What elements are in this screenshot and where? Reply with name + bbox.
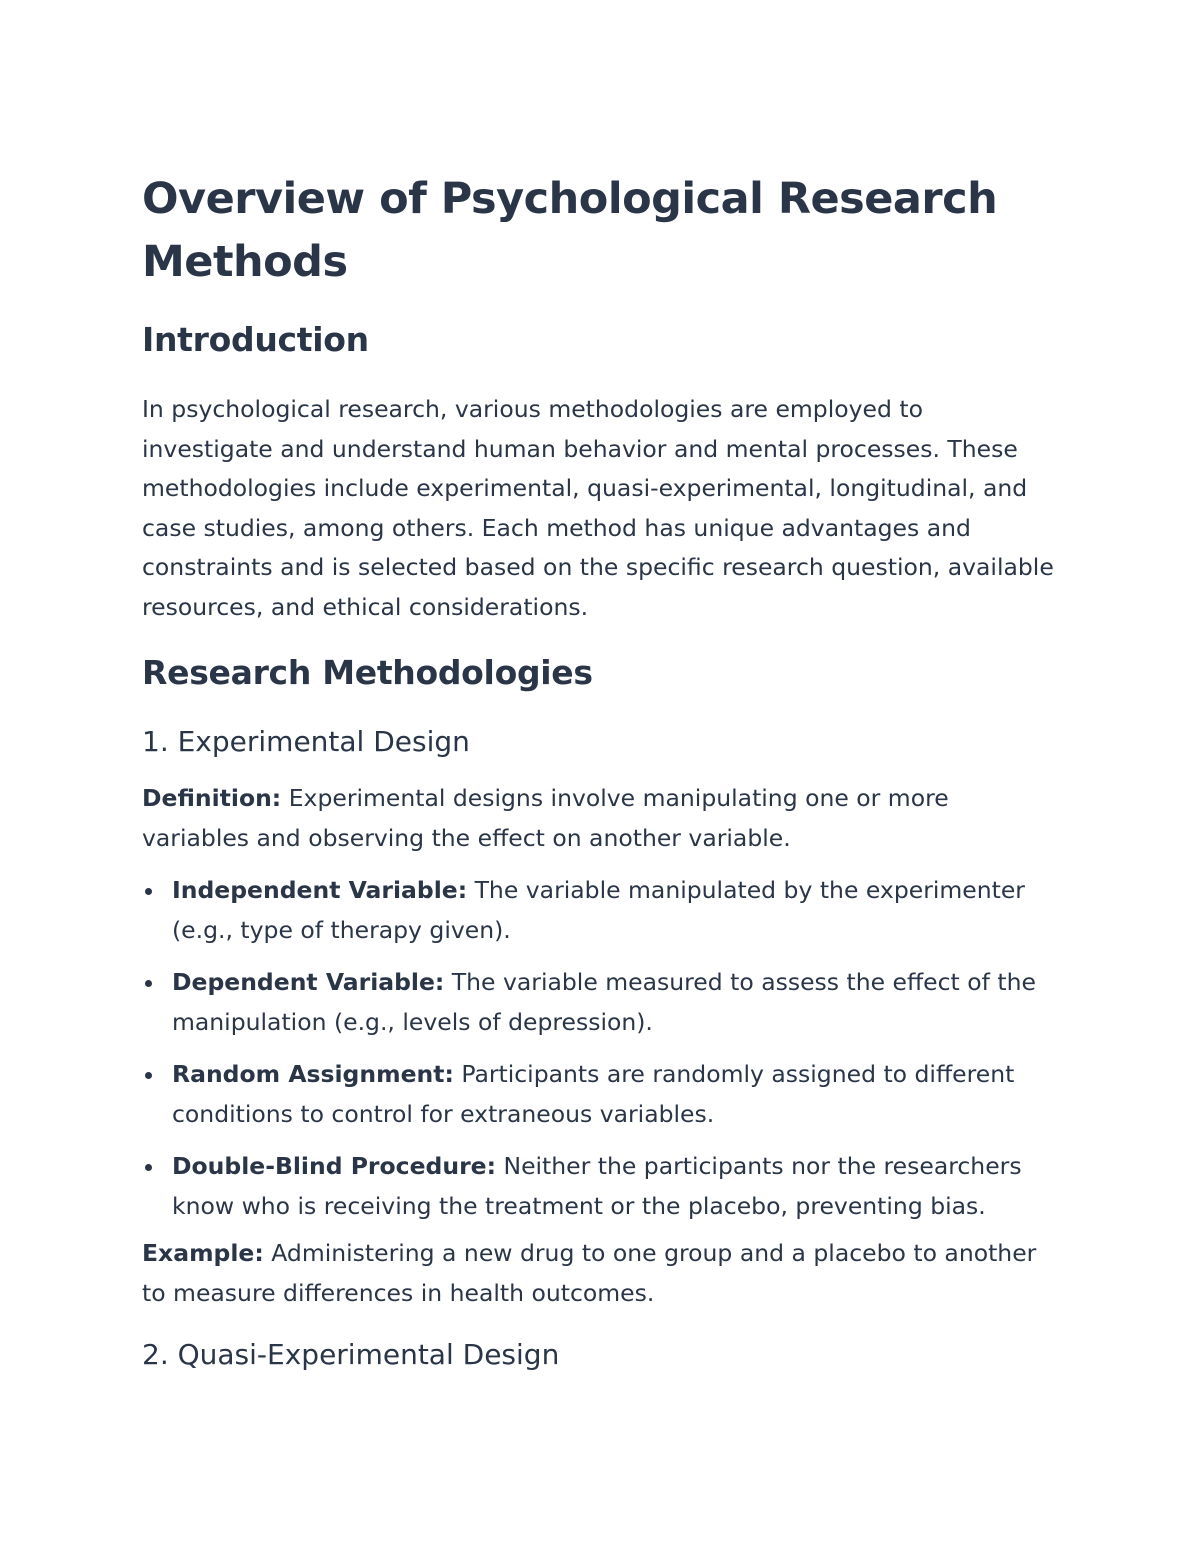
introduction-heading: Introduction — [142, 320, 369, 359]
list-item-text: The variable manipulated by the experimenter (e.g., type of therapy given). — [172, 876, 1025, 944]
list-item-term: Random Assignment: — [172, 1060, 454, 1088]
bullet-icon — [145, 980, 152, 987]
list-item — [142, 963, 1060, 1042]
list-item — [142, 1147, 1060, 1226]
definition-text: Experimental designs involve manipulating one or more variables and observing the effect on another variable. — [142, 784, 949, 852]
document-title: Overview of Psychological Research Methods — [142, 174, 998, 287]
example-text: Administering a new drug to one group and a placebo to another to measure differences in health outcomes. — [142, 1239, 1037, 1307]
list-item-text: Neither the participants nor the researchers know who is receiving the treatment or the placebo, preventing bias. — [172, 1152, 1022, 1220]
bullet-icon — [145, 888, 152, 895]
research-methodologies-heading: Research Methodologies — [142, 653, 593, 692]
bullet-icon — [145, 1072, 152, 1079]
example-paragraph — [142, 1234, 1060, 1313]
list-item-term: Dependent Variable: — [172, 968, 445, 996]
list-item-text: Participants are randomly assigned to different conditions to control for extraneous variables. — [172, 1060, 1015, 1128]
experimental-design-list — [142, 871, 1060, 1226]
definition-label: Definition: — [142, 784, 282, 812]
list-item — [142, 871, 1060, 950]
bullet-icon — [145, 1164, 152, 1171]
experimental-design-heading: 1. Experimental Design — [142, 725, 470, 758]
definition-paragraph — [142, 779, 1060, 858]
quasi-experimental-design-heading: 2. Quasi-Experimental Design — [142, 1338, 560, 1371]
list-item-term: Double-Blind Procedure: — [172, 1152, 497, 1180]
introduction-paragraph: In psychological research, various methodologies are employed to investigate and understand human behavior and mental processes. These methodologies include experimental, quasi-experimental, longitudinal, and case studies, among others. Each method has unique advantages and constraints and is selected based on the specific research question, available resources, and ethical considerations. — [142, 395, 1054, 621]
list-item-term: Independent Variable: — [172, 876, 468, 904]
list-item-text: The variable measured to assess the effect of the manipulation (e.g., levels of depression). — [172, 968, 1036, 1036]
list-item — [142, 1055, 1060, 1134]
example-label: Example: — [142, 1239, 264, 1267]
